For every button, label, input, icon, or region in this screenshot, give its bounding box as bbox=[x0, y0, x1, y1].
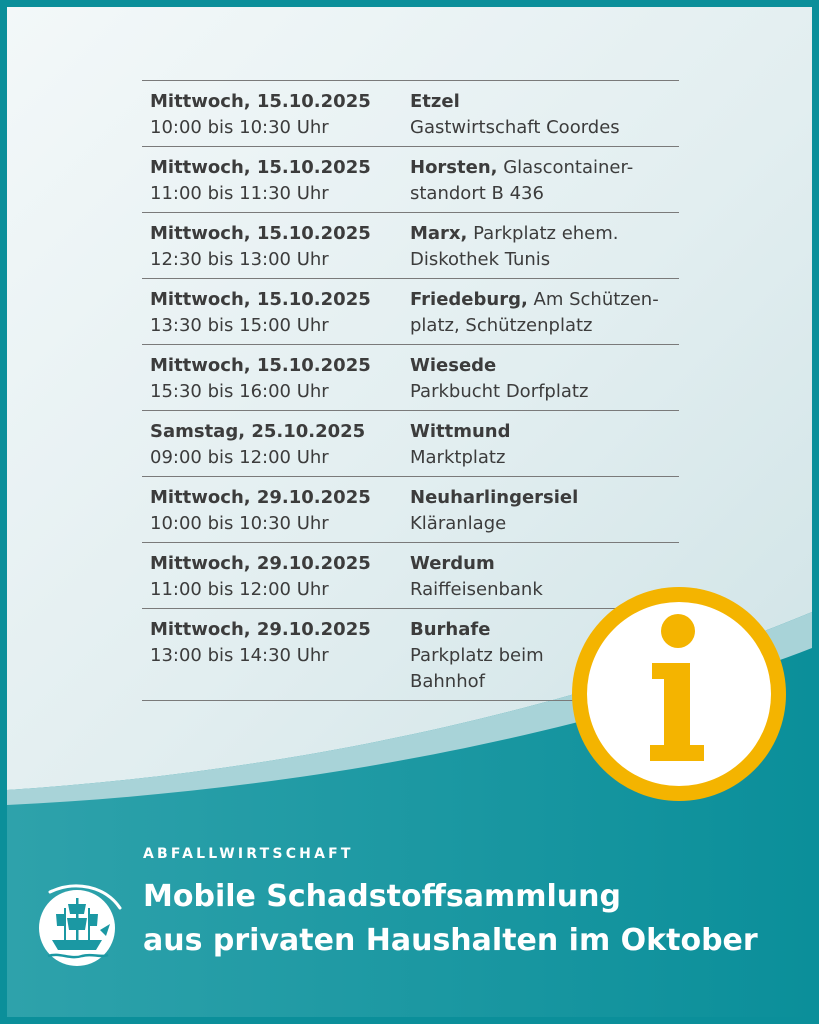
page-title bbox=[143, 875, 758, 963]
row-place: Werdum bbox=[410, 553, 495, 574]
row-location: Raiffeisenbank bbox=[410, 579, 543, 600]
row-location: standort B 436 bbox=[410, 183, 544, 204]
row-date: Mittwoch, 15.10.2025 bbox=[150, 289, 371, 310]
table-row bbox=[142, 344, 679, 410]
info-icon bbox=[570, 585, 788, 803]
row-place: Horsten, bbox=[410, 157, 498, 178]
row-time: 09:00 bis 12:00 Uhr bbox=[150, 447, 329, 468]
row-location: Parkplatz ehem. bbox=[467, 223, 619, 244]
row-location: Gastwirtschaft Coordes bbox=[410, 117, 620, 138]
row-location: Parkbucht Dorfplatz bbox=[410, 381, 589, 402]
row-time: 10:00 bis 10:30 Uhr bbox=[150, 117, 329, 138]
table-row bbox=[142, 410, 679, 476]
category-label: ABFALLWIRTSCHAFT bbox=[143, 846, 354, 862]
row-date: Mittwoch, 15.10.2025 bbox=[150, 355, 371, 376]
row-date: Mittwoch, 29.10.2025 bbox=[150, 553, 371, 574]
row-date: Samstag, 25.10.2025 bbox=[150, 421, 366, 442]
ship-logo-icon bbox=[30, 878, 124, 972]
title-line-1: Mobile Schadstoffsammlung bbox=[143, 879, 621, 914]
row-place: Neuharlingersiel bbox=[410, 487, 579, 508]
row-time: 11:00 bis 11:30 Uhr bbox=[150, 183, 329, 204]
table-row bbox=[142, 278, 679, 344]
row-location: platz, Schützenplatz bbox=[410, 315, 593, 336]
row-place: Friedeburg, bbox=[410, 289, 528, 310]
row-place: Etzel bbox=[410, 91, 460, 112]
table-row bbox=[142, 80, 679, 146]
table-row bbox=[142, 212, 679, 278]
row-date: Mittwoch, 15.10.2025 bbox=[150, 91, 371, 112]
row-date: Mittwoch, 29.10.2025 bbox=[150, 619, 371, 640]
row-location: Parkplatz beim bbox=[410, 645, 544, 666]
title-line-2: aus privaten Haushalten im Oktober bbox=[143, 923, 758, 958]
row-location: Am Schützen- bbox=[527, 289, 659, 310]
row-location: Kläranlage bbox=[410, 513, 507, 534]
row-time: 12:30 bis 13:00 Uhr bbox=[150, 249, 329, 270]
row-date: Mittwoch, 15.10.2025 bbox=[150, 223, 371, 244]
row-time: 13:00 bis 14:30 Uhr bbox=[150, 645, 329, 666]
row-date: Mittwoch, 29.10.2025 bbox=[150, 487, 371, 508]
row-time: 15:30 bis 16:00 Uhr bbox=[150, 381, 329, 402]
row-time: 10:00 bis 10:30 Uhr bbox=[150, 513, 329, 534]
table-row bbox=[142, 146, 679, 212]
row-time: 11:00 bis 12:00 Uhr bbox=[150, 579, 329, 600]
row-location: Bahnhof bbox=[410, 671, 485, 692]
row-location: Diskothek Tunis bbox=[410, 249, 551, 270]
row-place: Wittmund bbox=[410, 421, 511, 442]
row-time: 13:30 bis 15:00 Uhr bbox=[150, 315, 329, 336]
table-row bbox=[142, 476, 679, 542]
row-place: Marx, bbox=[410, 223, 468, 244]
row-place: Wiesede bbox=[410, 355, 497, 376]
row-location: Glascontainer- bbox=[497, 157, 634, 178]
row-date: Mittwoch, 15.10.2025 bbox=[150, 157, 371, 178]
row-location: Marktplatz bbox=[410, 447, 506, 468]
row-place: Burhafe bbox=[410, 619, 491, 640]
